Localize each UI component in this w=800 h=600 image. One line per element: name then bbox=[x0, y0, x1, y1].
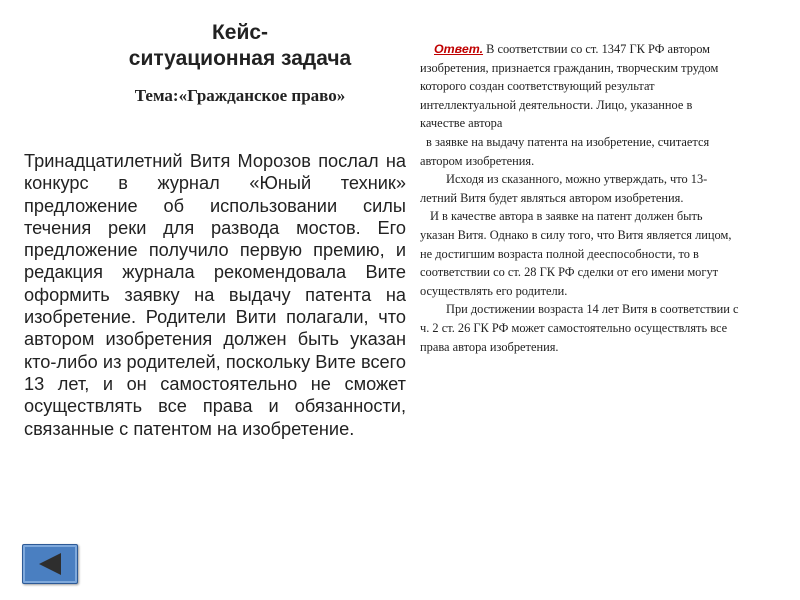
answer-block bbox=[420, 40, 740, 356]
answer-paragraph-1 bbox=[420, 40, 740, 133]
title-line-1: Кейс- bbox=[211, 21, 269, 44]
answer-paragraph-3: Исходя из сказанного, можно утверждать, что 13-летний Витя будет являться автором изобретения. bbox=[420, 172, 708, 205]
answer-paragraph-2: в заявке на выдачу патента на изобретение, считается автором изобретения. bbox=[420, 134, 710, 168]
answer-label: Ответ. bbox=[434, 42, 484, 56]
answer-text-1: В соответствии со ст. 1347 ГК РФ автором изобретения, признается гражданин, творческим трудом которого создан соответствующий результат интеллектуальной деятельности. Лицо, указанное в качестве автора bbox=[420, 42, 719, 131]
title-line-2: ситуационная задача bbox=[128, 47, 352, 70]
answer-paragraph-5: При достижении возраста 14 лет Витя в соответствии с ч. 2 ст. 26 ГК РФ может самостоятельно осуществлять все права автора изобретения. bbox=[420, 302, 739, 354]
back-button[interactable] bbox=[22, 544, 78, 584]
task-text: Тринадцатилетний Витя Морозов послал на конкурс в журнал «Юный техник» предложение об использовании силы течения реки для развода мостов. Его предложение получило первую премию, и редакция журнала рекомендовала Вите оформить заявку на выдачу патента на изобретение. Родители Вити полагали, что автором изобретения должен быть указан кто-либо из родителей, поскольку Вите всего 13 лет, и он самостоятельно не сможет осуществлять все права и обязанности, связанные с патентом на изобретение. bbox=[24, 151, 406, 439]
slide-subtitle: Тема:«Гражданское право» bbox=[134, 86, 346, 105]
triangle-left-icon bbox=[35, 551, 65, 577]
answer-paragraph-4: И в качестве автора в заявке на патент должен быть указан Витя. Однако в силу того, что Витя является лицом, не достигшим возраста полной дееспособности, то в соответствии со ст. 28 ГК РФ сделки от его имени могут осуществлять его родители. bbox=[420, 209, 732, 298]
slide-title bbox=[70, 20, 410, 72]
